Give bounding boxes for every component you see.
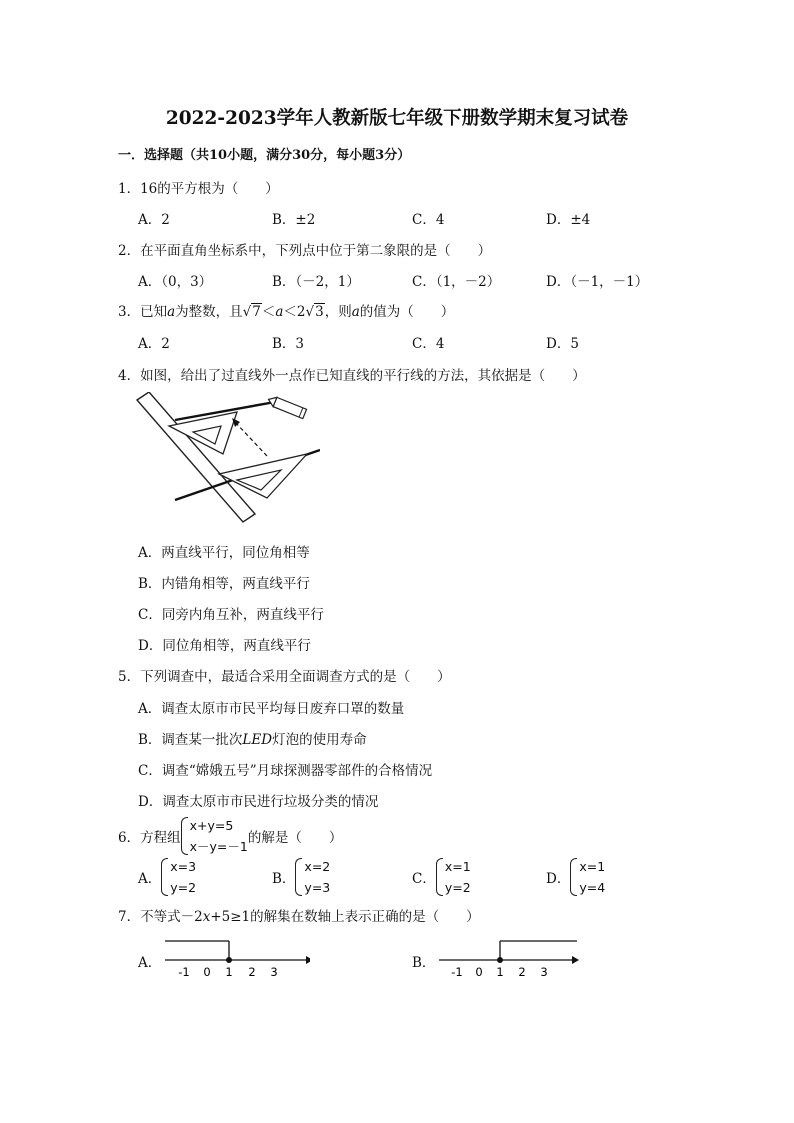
section-heading: 一．选择题（共10小题，满分30分，每小题3分） — [118, 148, 411, 163]
q1-option-c: C．4 — [412, 212, 445, 228]
q1-option-b: B．±2 — [272, 212, 316, 228]
q2-option-d: D．（－1，－1） — [546, 274, 649, 290]
equation-system: x+y=5 x－y=－1 — [181, 815, 248, 857]
tick-label: 0 — [203, 965, 211, 979]
q5-option-b: B．调查某一批次LED灯泡的使用寿命 — [138, 732, 367, 748]
q5-option-c: C．调查“嫦娥五号”月球探测器零部件的合格情况 — [138, 763, 433, 779]
q4-option-b: B．内错角相等，两直线平行 — [138, 576, 310, 592]
question-7-stem: 7．不等式－2x+5≥1的解集在数轴上表示正确的是（ ） — [118, 909, 480, 925]
q2-option-b: B．（－2，1） — [272, 274, 360, 290]
tick-label: 2 — [248, 965, 256, 979]
question-3-stem: 3．已知a为整数，且√7＜a＜2√3，则a的值为（ ） — [118, 304, 455, 320]
q6-option-a: A． x=3 y=2 — [138, 856, 196, 898]
q4-option-a: A．两直线平行，同位角相等 — [138, 545, 310, 561]
q4-option-d: D．同位角相等，两直线平行 — [138, 638, 311, 654]
q3-option-c: C．4 — [412, 336, 445, 352]
q5-option-a: A．调查太原市市民平均每日废弃口罩的数量 — [138, 701, 405, 717]
q5-option-d: D．调查太原市市民进行垃圾分类的情况 — [138, 794, 379, 810]
q2-option-c: C．（1，－2） — [412, 274, 501, 290]
tick-label: 1 — [496, 965, 504, 979]
question-1-stem: 1．16的平方根为（ ） — [118, 181, 279, 197]
question-5-stem: 5．下列调查中，最适合采用全面调查方式的是（ ） — [118, 669, 451, 685]
q6-option-c: C． x=1 y=2 — [412, 856, 471, 898]
q4-option-c: C．同旁内角互补，两直线平行 — [138, 607, 324, 623]
page-title: 2022-2023学年人教新版七年级下册数学期末复习试卷 — [165, 108, 629, 129]
tick-label: -1 — [178, 965, 190, 979]
sqrt-3: √3 — [305, 304, 324, 320]
q7-option-b-label: B． — [412, 955, 436, 971]
q7-option-a-numberline — [160, 936, 310, 982]
q6-option-d: D． x=1 y=4 — [546, 856, 605, 898]
tick-label: 0 — [475, 965, 483, 979]
tick-label: -1 — [451, 965, 463, 979]
q6-option-b: B． x=2 y=3 — [272, 856, 330, 898]
tick-label: 1 — [225, 965, 233, 979]
tick-label: 3 — [270, 965, 278, 979]
sqrt-7: √7 — [242, 304, 261, 320]
q2-option-a: A．（0，3） — [138, 274, 213, 290]
q1-option-d: D．±4 — [546, 212, 591, 228]
q7-option-b-numberline — [434, 936, 584, 982]
question-6-stem: 6．方程组 x+y=5 x－y=－1 的解是（ ） — [118, 815, 342, 857]
q1-option-a: A．2 — [138, 212, 170, 228]
question-2-stem: 2．在平面直角坐标系中，下列点中位于第二象限的是（ ） — [118, 243, 492, 259]
tick-label: 3 — [540, 965, 548, 979]
q3-option-d: D．5 — [546, 336, 579, 352]
q3-option-b: B．3 — [272, 336, 305, 352]
question-4-stem: 4．如图，给出了过直线外一点作已知直线的平行线的方法，其依据是（ ） — [118, 368, 586, 384]
q3-option-a: A．2 — [138, 336, 170, 352]
tick-label: 2 — [518, 965, 526, 979]
q7-option-a-label: A． — [138, 955, 162, 971]
parallel-line-figure — [135, 392, 320, 527]
